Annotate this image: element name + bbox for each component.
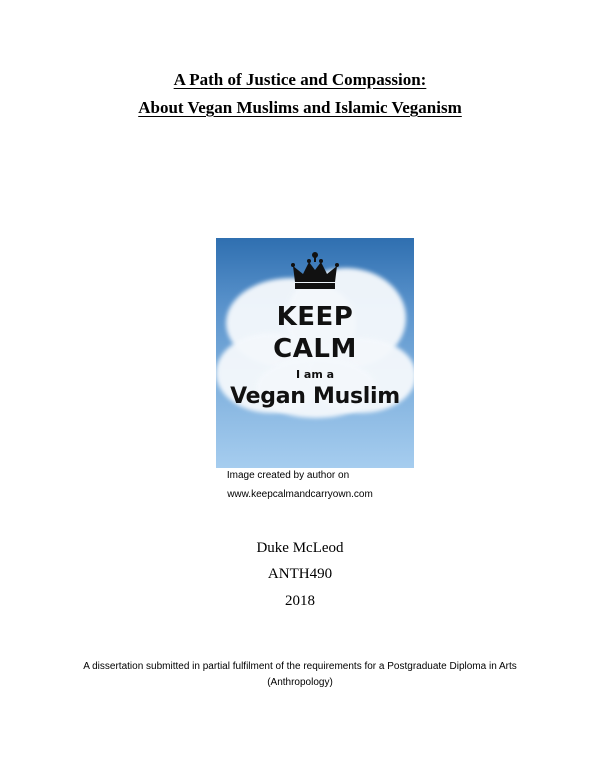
image-caption-line-2: www.keepcalmandcarryown.com [227,489,373,500]
keep-calm-poster-image [216,238,414,468]
image-caption-line-1: Image created by author on [226,470,350,481]
dissertation-note-line-2: (Anthropology) [267,677,333,688]
title-line-1: A Path of Justice and Compassion: [173,70,427,89]
poster-text-vegan-muslim: Vegan Muslim [230,384,400,409]
year: 2018 [285,593,315,609]
title-line-2: About Vegan Muslims and Islamic Veganism [138,98,462,117]
author-name: Duke McLeod [256,540,344,556]
poster-text-calm: CALM [273,334,357,364]
poster-text-i-am-a: I am a [295,368,335,381]
poster-text-keep: KEEP [276,302,354,332]
crown-icon [291,252,339,292]
course-code: ANTH490 [267,566,333,582]
dissertation-note-line-1: A dissertation submitted in partial fulfilment of the requirements for a Postgraduate Diploma in Arts [83,661,517,672]
